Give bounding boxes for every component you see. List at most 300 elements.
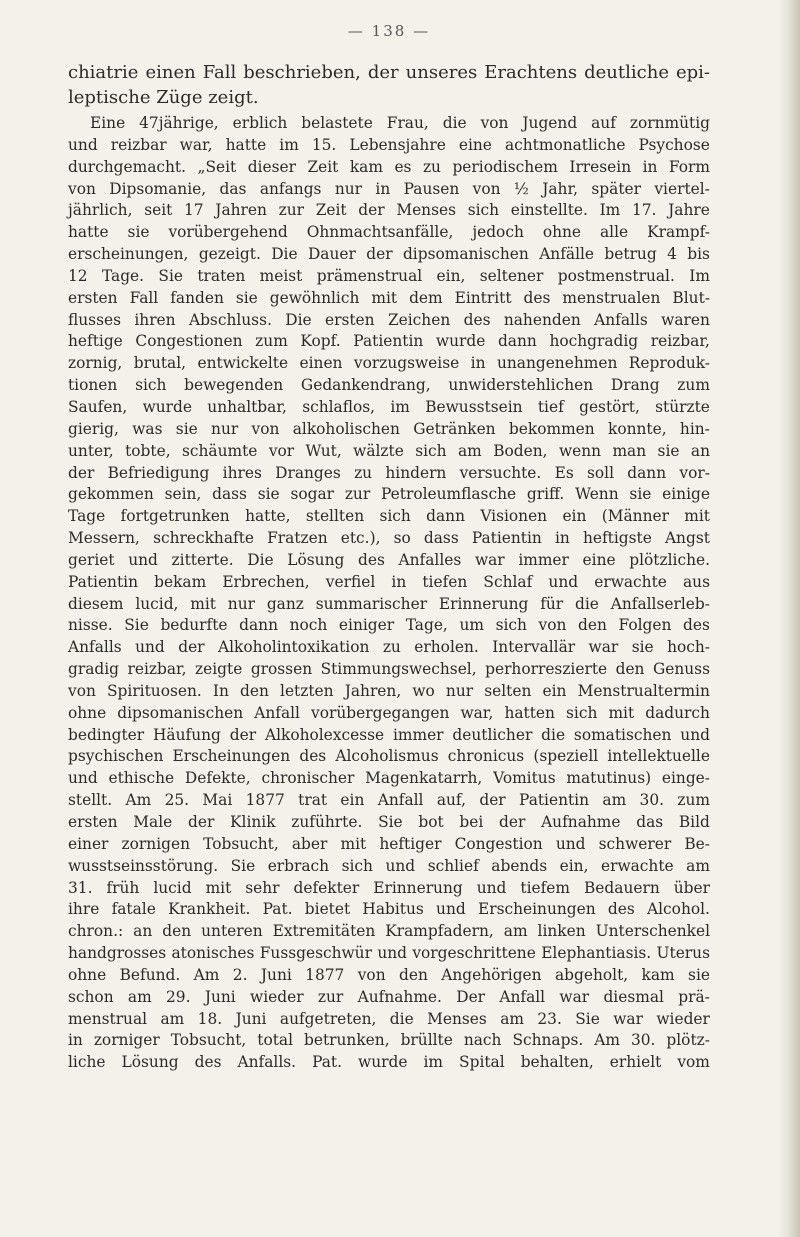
word: reizbar, [650,332,710,351]
word: der [366,245,393,264]
text-line [68,572,710,594]
word: Reproduk- [628,354,710,373]
word: Congestionen [135,332,243,351]
word: chronischer [261,769,355,788]
word: und [548,572,579,591]
word: unter, [68,441,114,460]
word: sein, [164,485,202,504]
word: tiefem [520,878,571,897]
text-line-content [68,550,710,572]
word: lucid, [135,594,179,613]
word: des [194,1053,222,1072]
word: hatten [504,703,555,722]
word: war, [179,135,213,154]
text-line [68,856,710,878]
word: dieser [247,157,296,176]
word: vorübergehend [168,223,288,242]
word: 4 [667,245,677,264]
word: abgeholt, [554,965,629,984]
word: Anfalls. [237,1053,297,1072]
word: 17 [184,201,204,220]
word: seltener [479,266,544,285]
word: ihren [134,310,176,329]
word: gradig [68,660,120,679]
word: Anfallserleb- [610,594,710,613]
word: war [588,638,619,657]
text-line-content [68,572,710,594]
text-line-content [68,856,710,878]
word: Tobsucht, [203,834,279,853]
word: Dranges [275,463,341,482]
word: diesem [68,594,124,613]
word: durchgemacht. [68,157,186,176]
word: der [68,463,95,482]
word: dipsomanischen [117,703,244,722]
word: immer [518,550,569,569]
word: betrunken, [304,1031,390,1050]
word: in [642,157,658,176]
word: hoch- [667,638,710,657]
text-line-content [68,834,710,856]
text-line [68,899,710,921]
word: schwerer [598,834,672,853]
word: um [459,616,484,635]
word: Petroleumflasche [381,485,517,504]
word: sich [341,856,373,875]
word: wieder [250,987,304,1006]
word: den [162,922,192,941]
word: prä- [678,987,710,1006]
word: ersten [68,813,118,831]
word: in [470,354,486,373]
text-line-content [68,506,710,528]
word: Menstrualtermin [577,681,710,700]
word: ein [542,681,567,700]
word: Fratzen [267,529,328,548]
text-line-content [68,135,710,157]
lead-paragraph [68,60,710,110]
word: Der [456,987,486,1006]
word: Eintritt [454,288,512,307]
word: Getränken [413,419,496,438]
word: schäumte [182,441,258,460]
word: summarischer [315,594,428,613]
word: zornmütig [629,114,710,132]
word: Blut- [672,288,710,307]
word: bekam [154,572,207,591]
word: brüllte [400,1031,453,1050]
word: 25. [164,791,190,810]
word: Krampfadern, [385,922,494,941]
word: einen [299,354,343,373]
word: bedingter [68,725,145,744]
word: erbrach [267,856,330,875]
word: Dipsomanie, [109,179,207,198]
word: Patientin [471,529,542,548]
word: zur [344,485,371,504]
body-paragraph [68,113,710,1096]
word: ein [562,507,587,526]
word: zornigen [121,834,190,853]
word: Erinnerung [373,878,463,897]
word: hindern [385,463,447,482]
word: Frau, [386,114,429,132]
text-line-content [68,528,710,550]
word: Erachtens [484,62,578,83]
word: stürzte [655,397,710,416]
text-line-content [68,725,710,747]
word: dadurch [645,703,710,722]
word: Sie [378,813,403,831]
word: sie [631,638,654,657]
text-line [68,288,710,310]
text-line [68,200,710,222]
word: trat [298,791,328,810]
word: ohne [68,703,107,722]
word: deutlicher [452,725,533,744]
word: dem [409,288,443,307]
word: zornig, [68,354,123,373]
word: prämenstrual [316,266,423,285]
word: reizbar [110,135,167,154]
word: und [476,878,507,897]
word: einstellte. [510,201,588,220]
word: liche [68,1053,106,1072]
word: somatischen [573,725,672,744]
word: deutliche [584,62,669,83]
word: 30. [630,1031,656,1050]
word: Anfall [254,703,300,722]
word: Anfälle [539,245,595,264]
word: grossen [250,660,313,679]
word: der [229,725,257,744]
text-line [68,60,710,85]
word: fatale [111,900,156,919]
word: alle [600,223,629,242]
text-line [68,921,710,943]
word: am [686,856,710,875]
word: von [480,114,509,132]
word: das [219,179,247,198]
word: verfiel [325,572,376,591]
word: Irresein [569,157,632,176]
text-line [68,812,710,834]
word: Spirituosen. [107,681,202,700]
word: Klinik [230,813,276,831]
word: kam [349,157,383,176]
text-line [68,987,710,1009]
text-line-content [68,965,710,987]
word: Ohnmachtsanfälle, [306,223,454,242]
word: dann [497,332,537,351]
word: Erscheinungen [172,747,291,766]
word: Die [285,310,312,329]
word: gestört, [579,397,640,416]
word: an [690,441,710,460]
word: einer [68,834,109,853]
word: Krampf- [647,223,710,242]
word: Zeit [315,201,347,220]
word: geriet [68,550,115,569]
word: im [423,1053,444,1072]
word: das [636,813,664,831]
word: chron.: [68,922,124,941]
text-line-content [68,768,710,790]
word: 31. [68,878,93,897]
word: intellektuelle [607,747,710,766]
word: Abschluss. [188,310,272,329]
word: belastete [301,114,373,132]
word: Saufen, [68,397,128,416]
word: Erscheinungen [477,900,596,919]
word: (Männer [601,507,669,526]
word: In [212,681,229,700]
word: mit [371,288,398,307]
word: Am [193,965,220,984]
word: wenn [558,441,602,460]
word: am [127,987,152,1006]
word: bei [459,813,484,831]
word: Im [599,201,621,220]
word: am [458,441,482,460]
word: war [559,987,590,1006]
word: Aufnahme. [357,987,442,1006]
word: war [474,550,505,569]
text-line-content [68,681,710,703]
word: total [257,1031,294,1050]
word: Erbrechen, [222,572,310,591]
word: Juni [260,965,292,984]
word: konnte, [608,419,667,438]
text-line [68,135,710,157]
word: Patientin [68,572,138,591]
word: von [357,965,386,984]
word: erwachte [594,572,667,591]
word: „Seit [197,157,237,176]
word: am [500,1009,524,1028]
word: stellten [305,507,365,526]
word: 47jährige, [139,114,219,132]
word: seit [144,201,173,220]
word: gierig, [68,419,119,438]
word: der [479,791,506,810]
word: wälzte [353,441,404,460]
word: alkoholischen [292,419,400,438]
word: Im [689,266,710,285]
text-line [68,1052,710,1074]
text-line [68,790,710,812]
text-line-content [68,463,710,485]
word: und [436,900,466,919]
word: Tobsucht, [170,1031,247,1050]
word: der [499,813,526,831]
word: vorübergegangen [311,703,450,722]
text-line-content [68,200,710,222]
word: Zeichen [387,310,451,329]
word: dipsomanischen [402,245,529,264]
word: zum [677,376,710,395]
text-line-content [68,921,710,943]
text-line-content: leptische Züge zeigt. [68,87,259,108]
word: beschrieben, [243,62,361,83]
word: wurde [142,397,192,416]
word: Kopf. [300,332,341,351]
word: stellt. [68,791,113,810]
word: 29. [166,987,191,1006]
word: Sie [230,856,256,875]
word: sich [467,201,500,220]
text-line-content [68,441,710,463]
word: 12 [68,266,88,285]
word: Am [594,1031,620,1050]
word: 1877 [245,791,285,810]
word: später [591,179,641,198]
word: über [673,878,710,897]
word: unangenehmen [496,354,618,373]
text-line [68,419,710,441]
word: Stimmungswechsel, [320,660,477,679]
word: sie [175,419,198,438]
word: selten [484,681,532,700]
word: schon [68,987,114,1006]
word: Pausen [403,179,460,198]
word: den [240,681,269,700]
word: Mai [202,791,233,810]
word: sich [379,507,411,526]
word: Juni [204,987,236,1006]
word: soll [586,463,614,482]
word: von [68,179,96,198]
word: von [472,179,501,198]
word: ersten [68,288,118,307]
word: vorgeschrittene [412,944,536,963]
word: Eine [90,114,126,132]
text-line-content [68,1009,710,1031]
text-line [68,703,710,725]
word: ½ [513,179,529,198]
word: Juni [235,1009,267,1028]
word: perhorreszierte [485,660,608,679]
word: bot [418,813,444,831]
word: und [128,550,158,569]
text-line-content [68,659,710,681]
word: entwickelte [197,354,289,373]
text-line [68,834,710,856]
text-line [68,1030,710,1052]
word: jährlich, [68,201,133,220]
word: des [607,900,635,919]
word: ein, [559,856,589,875]
word: ohne [542,223,582,242]
word: des [358,550,385,569]
word: dann [627,463,667,482]
text-line [68,397,710,419]
text-line [68,1009,710,1031]
word: Sie [158,266,183,285]
word: traten [197,266,246,285]
word: im [279,135,299,154]
word: von [538,616,567,635]
word: mit [684,507,710,526]
word: wurde [358,1053,408,1072]
word: diesmal [603,987,664,1006]
text-line-content [68,353,710,375]
text-line-content [68,1052,710,1074]
word: Anfalls [68,638,122,657]
word: den [578,616,607,635]
word: vor [268,441,295,460]
word: man [612,441,647,460]
word: vorzugsweise [353,354,460,373]
word: viertel- [654,179,710,198]
word: Aufnahme [541,813,621,831]
word: Befund. [119,965,181,984]
word: heftiger [379,834,442,853]
text-line [68,768,710,790]
word: Lösung [287,550,345,569]
word: versuchte. [459,463,542,482]
word: schlaflos, [302,397,376,416]
word: kam [641,965,675,984]
word: Elephantiasis. [541,944,652,963]
word: brutal, [133,354,187,373]
word: mit [340,834,367,853]
text-line [68,725,710,747]
text-line [68,528,710,550]
word: zu [382,638,401,657]
word: jedoch [472,223,524,242]
word: gezeigt. [198,245,261,264]
word: 30. [639,791,665,810]
word: erholen. [414,638,479,657]
word: nur [227,594,255,613]
word: den [615,660,645,679]
word: behalten, [520,1053,594,1072]
word: hatte [225,135,267,154]
word: Spital [459,1053,505,1072]
word: zitterte. [171,550,234,569]
word: mit [608,703,635,722]
word: Be- [684,834,710,853]
word: des [463,310,491,329]
word: plötzliche. [629,550,710,569]
word: sie [257,485,280,504]
text-line-content [68,484,710,506]
text-line-content [68,375,710,397]
text-line-content [68,878,710,900]
word: plötz- [666,1031,710,1050]
word: war [613,1009,643,1028]
text-line-content [68,790,710,812]
word: hatte [68,223,109,242]
word: (speziell [533,747,599,766]
word: in [375,179,391,198]
word: epi- [675,62,710,83]
word: psychischen [68,747,164,766]
word: Schnaps. [512,1031,584,1050]
word: war, [460,703,494,722]
word: der [358,201,385,220]
word: Die [247,550,274,569]
word: chiatrie [68,62,139,83]
text-line [68,441,710,463]
word: und [385,856,416,875]
word: die [442,114,467,132]
word: dass [423,529,459,548]
word: von [68,681,96,700]
text-line [68,615,710,637]
word: zur [317,987,344,1006]
